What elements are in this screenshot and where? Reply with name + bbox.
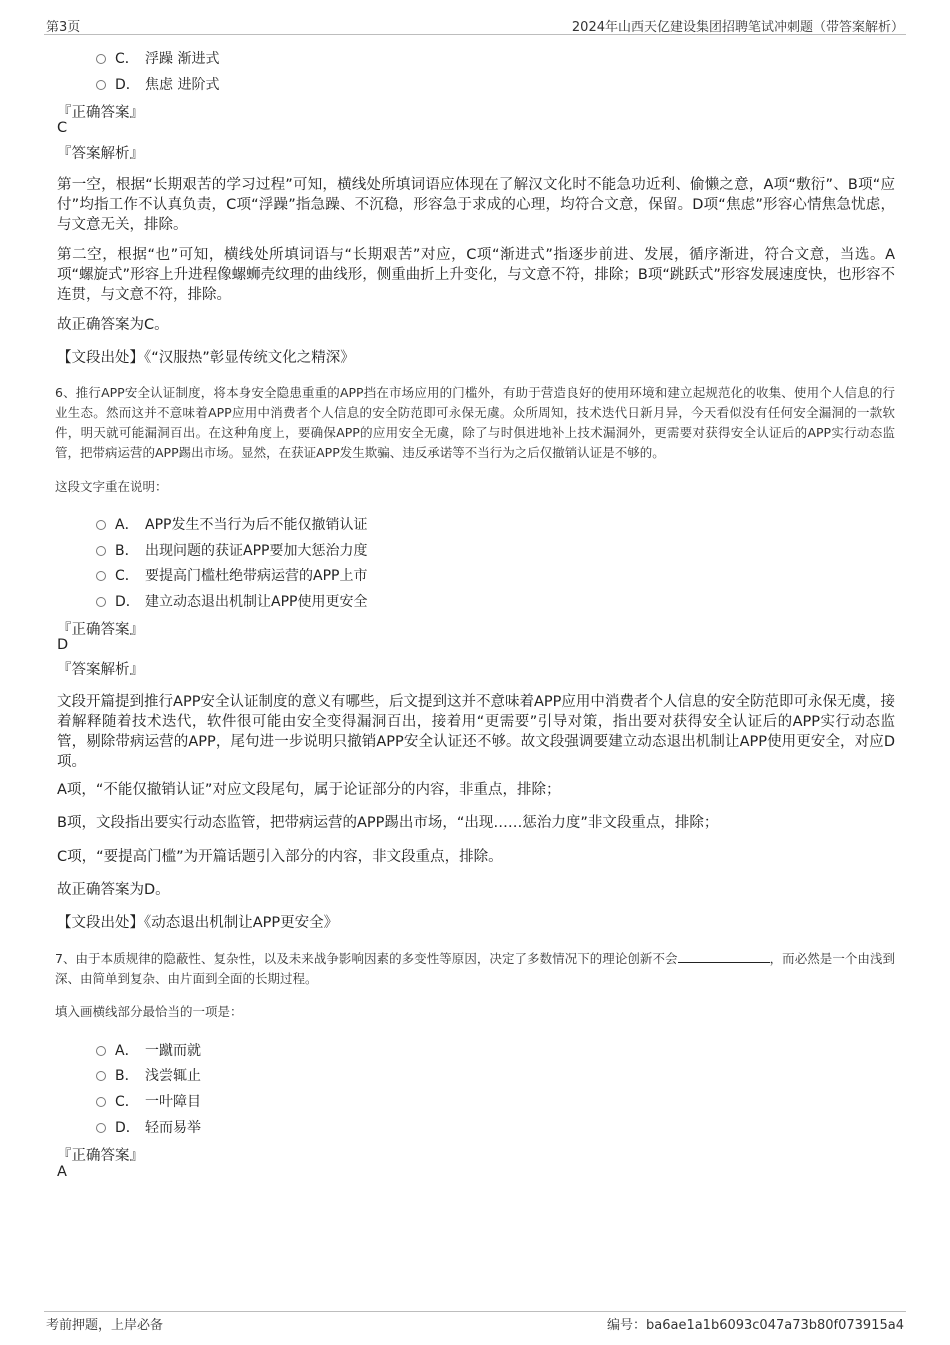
page-number: 第3页 — [46, 20, 81, 35]
q7-prompt: 填入画横线部分最恰当的一项是： — [55, 1004, 243, 1019]
q5-option-c[interactable]: C． 浮躁 渐进式 — [96, 48, 219, 68]
q7-option-a[interactable]: A． 一蹴而就 — [96, 1040, 201, 1060]
radio-icon[interactable] — [96, 597, 106, 607]
radio-icon[interactable] — [96, 520, 106, 530]
q6-source: 【文段出处】《动态退出机制让APP更安全》 — [57, 915, 339, 931]
q6-stem: 6、推行APP安全认证制度，将本身安全隐患重重的APP挡在市场应用的门槛外，有助于营造良好的使用环境和建立起规范化的收集、使用个人信息的行业生态。然而这并不意味着APP应用中消费者个人信息的安全防范即可永保无虞。众所周知，技术迭代日新月异，今天看似没有任何安全漏洞的一款软件，明天就可能漏洞百出。在这种角度上，要确保APP的应用安全无虞，除了与时俱进地补上技术漏洞外，更需要对获得安全认证后的APP实行动态监管，把带病运营的APP踢出市场。显然，在获证APP发生欺骗、违反承诺等不当行为之后仅撤销认证是不够的。 — [55, 385, 895, 460]
q5-option-d[interactable]: D． 焦虑 进阶式 — [96, 74, 219, 94]
radio-icon[interactable] — [96, 54, 106, 64]
fill-blank — [678, 950, 770, 963]
q6-analysis-p3: B项，文段指出要实行动态监管，把带病运营的APP踢出市场，“出现……惩治力度”非文段重点，排除； — [57, 815, 719, 831]
q6-analysis-p4: C项，“要提高门槛”为开篇话题引入部分的内容，非文段重点，排除。 — [57, 849, 503, 865]
q5-analysis-p3: 故正确答案为C。 — [57, 317, 169, 333]
q6-analysis-p2: A项，“不能仅撤销认证”对应文段尾句，属于论证部分的内容，非重点，排除； — [57, 782, 561, 798]
document-id: 编号：ba6ae1a1b6093c047a73b80f073915a4 — [606, 1318, 904, 1333]
q7-option-d[interactable]: D． 轻而易举 — [96, 1117, 201, 1137]
page-header — [44, 14, 906, 35]
q5-answer: C — [57, 120, 68, 136]
q5-analysis-p2: 第二空，根据“也”可知，横线处所填词语与“长期艰苦”对应，C项“渐进式”指逐步前进、发展，循序渐进，符合文意，当选。A项“螺旋式”形容上升进程像螺蛳壳纹理的曲线形，侧重曲折上升变化，与文意不符，排除；B项“跳跃式”形容发展速度快，也形容不连贯，与文意不符，排除。 — [57, 247, 895, 303]
page-footer — [44, 1311, 906, 1336]
q5-analysis-p1: 第一空，根据“长期艰苦的学习过程”可知，横线处所填词语应体现在了解汉文化时不能急功近利、偷懒之意，A项“敷衍”、B项“应付”均指工作不认真负责，C项“浮躁”指急躁、不沉稳，形容急于求成的心理，均符合文意，保留。D项“焦虑”形容心情焦急忧虑，与文意无关，排除。 — [57, 177, 895, 233]
q6-option-b[interactable]: B． 出现问题的获证APP要加大惩治力度 — [96, 540, 367, 560]
q6-option-a[interactable]: A． APP发生不当行为后不能仅撤销认证 — [96, 514, 367, 534]
q6-prompt: 这段文字重在说明： — [55, 479, 168, 494]
document-title: 2024年山西天亿建设集团招聘笔试冲刺题（带答案解析） — [571, 20, 904, 35]
footer-slogan: 考前押题，上岸必备 — [46, 1318, 164, 1333]
radio-icon[interactable] — [96, 1071, 106, 1081]
q5-analysis-label: 『答案解析』 — [57, 146, 144, 162]
q7-option-c[interactable]: C． 一叶障目 — [96, 1091, 201, 1111]
q5-answer-label: 『正确答案』 — [57, 105, 144, 121]
q6-answer: D — [57, 637, 69, 653]
radio-icon[interactable] — [96, 1097, 106, 1107]
q7-answer-label: 『正确答案』 — [57, 1148, 144, 1164]
radio-icon[interactable] — [96, 80, 106, 90]
q5-source: 【文段出处】《“汉服热”彰显传统文化之精深》 — [57, 350, 355, 366]
radio-icon[interactable] — [96, 546, 106, 556]
radio-icon[interactable] — [96, 571, 106, 581]
q6-answer-label: 『正确答案』 — [57, 622, 144, 638]
radio-icon[interactable] — [96, 1123, 106, 1133]
q6-analysis-label: 『答案解析』 — [57, 662, 144, 678]
q7-stem: 7、由于本质规律的隐蔽性、复杂性，以及未来战争影响因素的多变性等原因，决定了多数情况下的理论创新不会 ，而必然是一个由浅到深、由简单到复杂、由片面到全面的长期过程。 — [55, 951, 895, 986]
q6-option-c[interactable]: C． 要提高门槛杜绝带病运营的APP上市 — [96, 565, 367, 585]
q7-option-b[interactable]: B． 浅尝辄止 — [96, 1065, 201, 1085]
q6-option-d[interactable]: D． 建立动态退出机制让APP使用更安全 — [96, 591, 367, 611]
radio-icon[interactable] — [96, 1046, 106, 1056]
q6-analysis-p5: 故正确答案为D。 — [57, 882, 170, 898]
q7-answer: A — [57, 1164, 67, 1180]
q6-analysis-p1: 文段开篇提到推行APP安全认证制度的意义有哪些，后文提到这并不意味着APP应用中消费者个人信息的安全防范即可永保无虞，接着解释随着技术迭代，软件很可能由安全变得漏洞百出，接着用“更需要”引导对策，指出要对获得安全认证后的APP实行动态监管，剔除带病运营的APP，尾句进一步说明只撤销APP安全认证还不够。故文段强调要建立动态退出机制让APP使用更安全，对应D项。 — [57, 694, 895, 770]
